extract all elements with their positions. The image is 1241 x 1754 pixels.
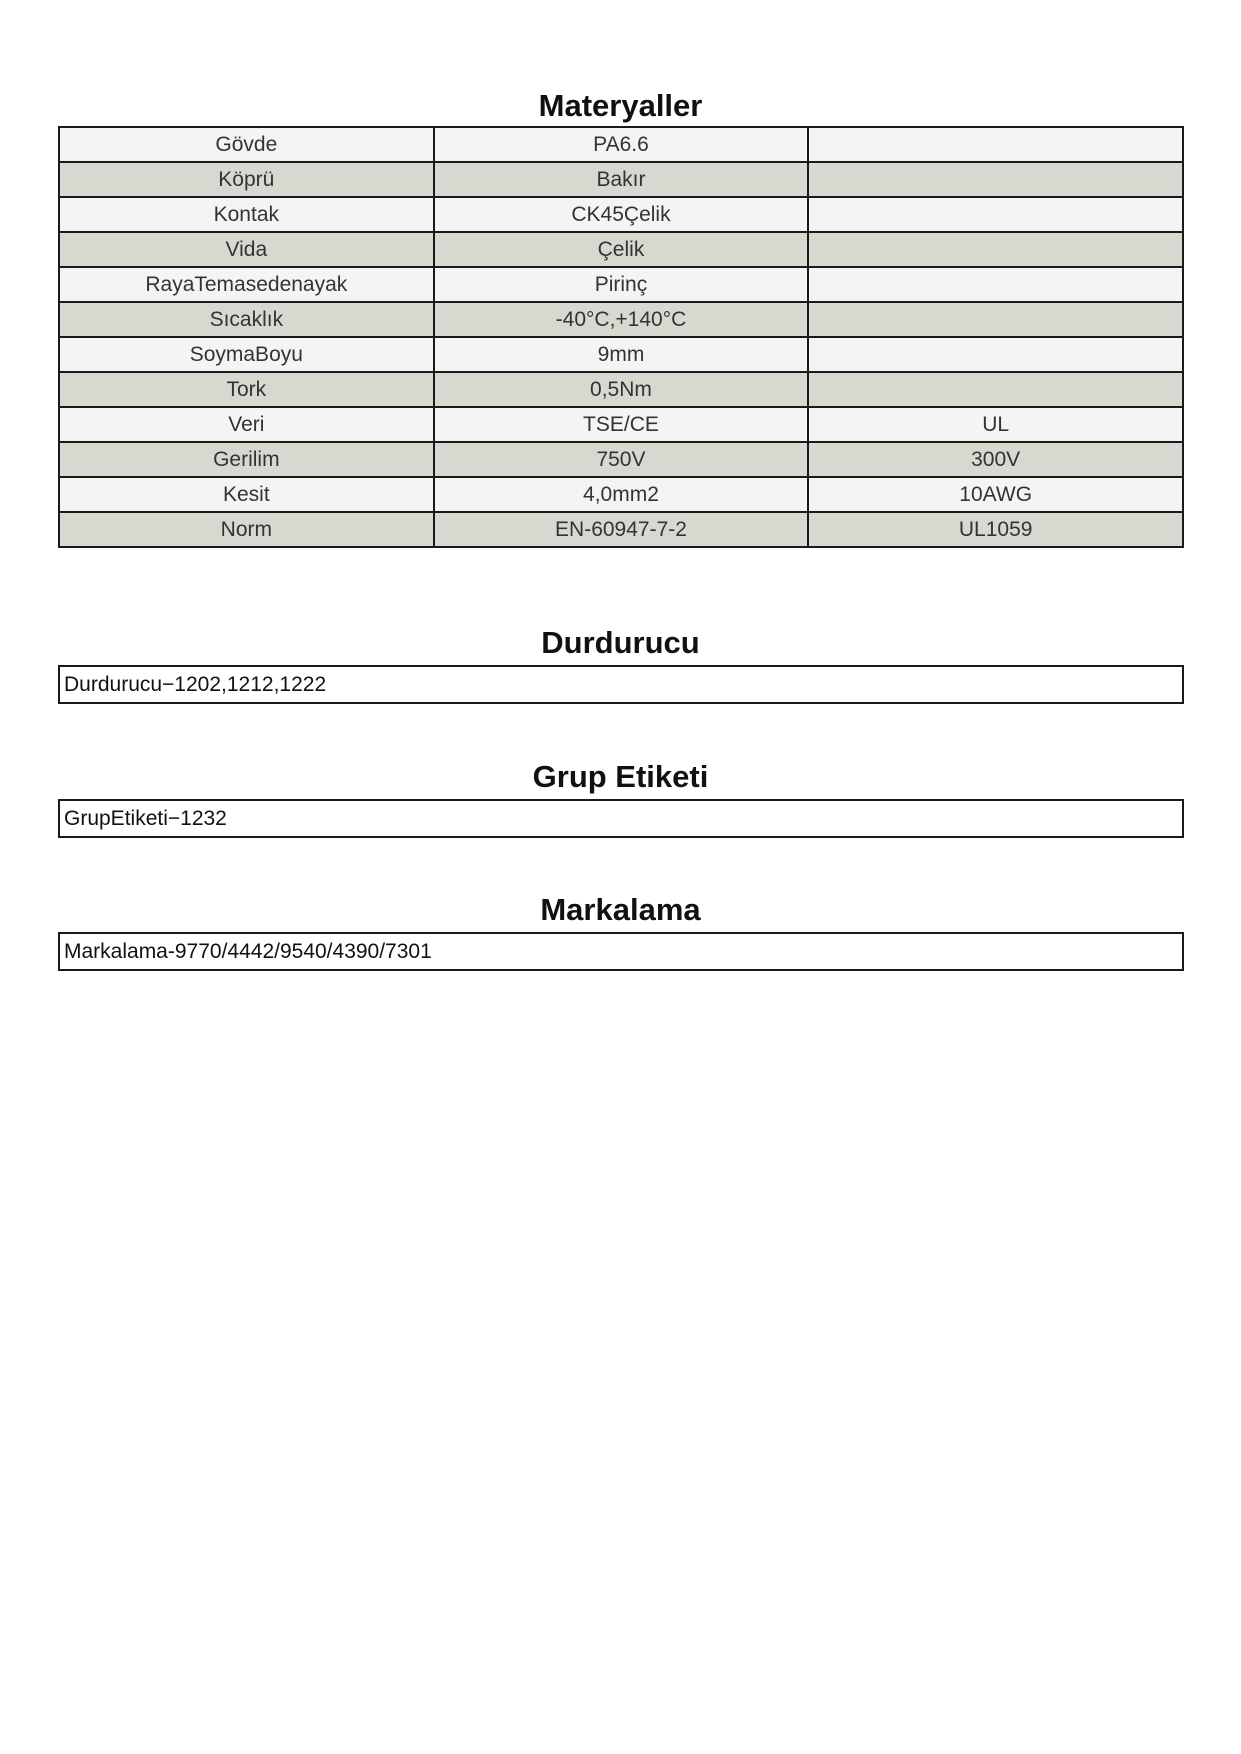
- table-row: [59, 267, 1183, 302]
- table-cell: [808, 337, 1183, 372]
- table-cell: Köprü: [59, 162, 434, 197]
- stopper-title: Durdurucu: [541, 625, 700, 660]
- table-row: [59, 372, 1183, 407]
- stopper-value-box: Durdurucu−1202,1212,1222: [58, 665, 1184, 704]
- table-cell: [808, 162, 1183, 197]
- table-cell: [808, 127, 1183, 162]
- table-cell: [808, 232, 1183, 267]
- table-cell: [808, 302, 1183, 337]
- table-cell: 0,5Nm: [434, 372, 809, 407]
- table-cell: EN-60947-7-2: [434, 512, 809, 547]
- table-cell: [808, 197, 1183, 232]
- table-cell: PA6.6: [434, 127, 809, 162]
- table-cell: TSE/CE: [434, 407, 809, 442]
- table-cell: Çelik: [434, 232, 809, 267]
- table-cell: 750V: [434, 442, 809, 477]
- table-cell: Veri: [59, 407, 434, 442]
- marking-title: Markalama: [540, 892, 701, 927]
- table-cell: -40°C,+140°C: [434, 302, 809, 337]
- table-row: [59, 442, 1183, 477]
- table-cell: Kesit: [59, 477, 434, 512]
- table-cell: Sıcaklık: [59, 302, 434, 337]
- table-row: [59, 127, 1183, 162]
- group-label-title: Grup Etiketi: [532, 759, 709, 794]
- table-cell: Norm: [59, 512, 434, 547]
- materials-table: [58, 126, 1184, 548]
- table-cell: Pirinç: [434, 267, 809, 302]
- table-cell: 300V: [808, 442, 1183, 477]
- table-row: [59, 407, 1183, 442]
- table-cell: 9mm: [434, 337, 809, 372]
- table-row: [59, 232, 1183, 267]
- table-row: [59, 337, 1183, 372]
- table-cell: UL1059: [808, 512, 1183, 547]
- table-row: [59, 302, 1183, 337]
- table-cell: Tork: [59, 372, 434, 407]
- table-cell: CK45Çelik: [434, 197, 809, 232]
- table-cell: Gerilim: [59, 442, 434, 477]
- table-cell: RayaTemasedenayak: [59, 267, 434, 302]
- marking-value-box: Markalama-9770/4442/9540/4390/7301: [58, 932, 1184, 971]
- table-row: [59, 477, 1183, 512]
- table-cell: UL: [808, 407, 1183, 442]
- materials-title: Materyaller: [538, 88, 703, 123]
- table-cell: SoymaBoyu: [59, 337, 434, 372]
- table-cell: 10AWG: [808, 477, 1183, 512]
- table-cell: Vida: [59, 232, 434, 267]
- table-cell: Bakır: [434, 162, 809, 197]
- table-row: [59, 197, 1183, 232]
- table-cell: [808, 372, 1183, 407]
- table-row: [59, 162, 1183, 197]
- group-label-value-box: GrupEtiketi−1232: [58, 799, 1184, 838]
- table-cell: Gövde: [59, 127, 434, 162]
- table-cell: [808, 267, 1183, 302]
- table-cell: Kontak: [59, 197, 434, 232]
- table-cell: 4,0mm2: [434, 477, 809, 512]
- table-row: [59, 512, 1183, 547]
